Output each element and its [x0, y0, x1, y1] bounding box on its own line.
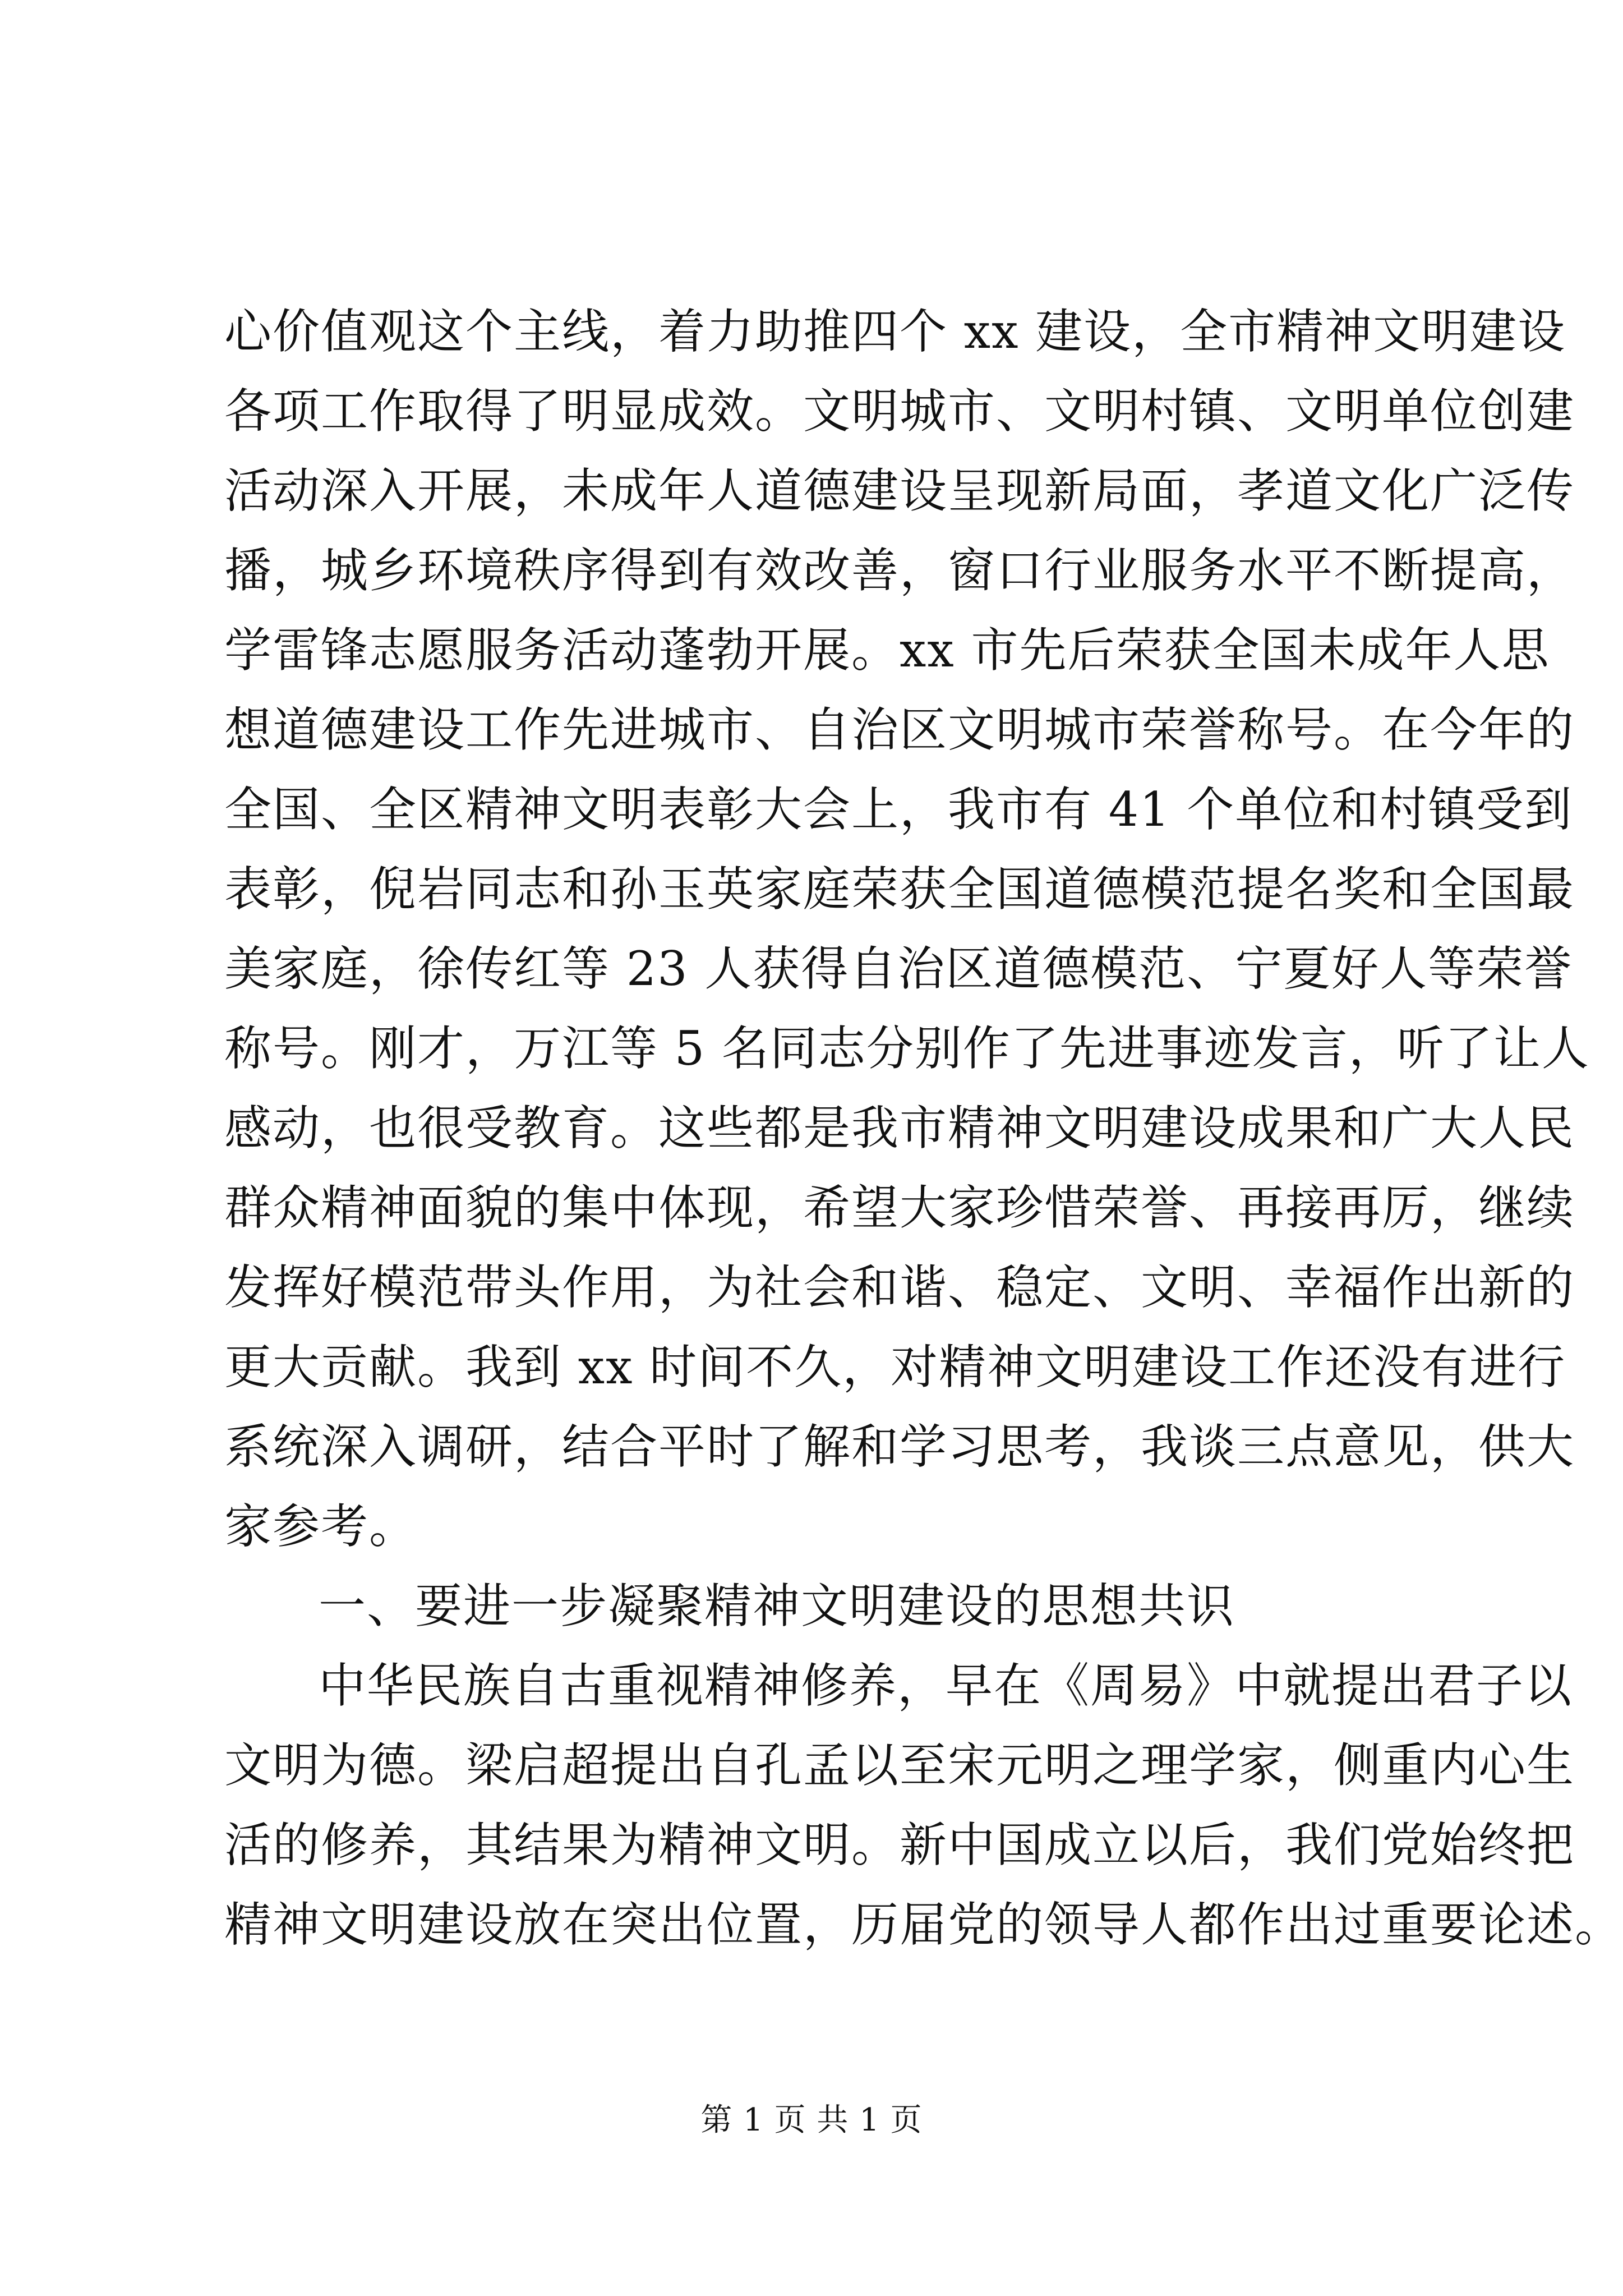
section-heading: 一、要进一步凝聚精神文明建设的思想共识: [319, 1579, 1235, 1634]
paragraph-line: 表彰，倪岩同志和孙玉英家庭荣获全国道德模范提名奖和全国最: [224, 862, 1575, 917]
paragraph-line: 想道德建设工作先进城市、自治区文明城市荣誉称号。在今年的: [224, 702, 1575, 757]
paragraph-line: 学雷锋志愿服务活动蓬勃开展。xx 市先后荣获全国未成年人思: [224, 623, 1550, 678]
paragraph-line: 文明为德。梁启超提出自孔孟以至宋元明之理学家，侧重内心生: [224, 1738, 1575, 1793]
paragraph-line: 心价值观这个主线，着力助推四个 xx 建设，全市精神文明建设: [224, 304, 1566, 359]
paragraph-line: 播，城乡环境秩序得到有效改善，窗口行业服务水平不断提高，: [224, 543, 1575, 598]
paragraph-line: 美家庭，徐传红等 23 人获得自治区道德模范、宁夏好人等荣誉: [224, 941, 1573, 996]
paragraph-line: 称号。刚才，万江等 5 名同志分别作了先进事迹发言，听了让人: [224, 1021, 1590, 1076]
paragraph-line: 发挥好模范带头作用，为社会和谐、稳定、文明、幸福作出新的: [224, 1260, 1575, 1315]
document-body: [224, 292, 1623, 1964]
paragraph-line: 精神文明建设放在突出位置，历届党的领导人都作出过重要论述。: [224, 1897, 1623, 1952]
paragraph-line: 系统深入调研，结合平时了解和学习思考，我谈三点意见，供大: [224, 1419, 1575, 1474]
paragraph-line: 中华民族自古重视精神修养，早在《周易》中就提出君子以: [319, 1658, 1573, 1713]
paragraph-line: 活的修养，其结果为精神文明。新中国成立以后，我们党始终把: [224, 1818, 1575, 1872]
page-number-footer: 第 1 页 共 1 页: [700, 2102, 923, 2138]
paragraph-line: 家参考。: [224, 1499, 418, 1554]
paragraph-line: 群众精神面貌的集中体现，希望大家珍惜荣誉、再接再厉，继续: [224, 1180, 1575, 1235]
paragraph-line: 全国、全区精神文明表彰大会上，我市有 41 个单位和村镇受到: [224, 782, 1573, 837]
paragraph-line: 感动，也很受教育。这些都是我市精神文明建设成果和广大人民: [224, 1101, 1575, 1156]
paragraph-line: 活动深入开展，未成年人道德建设呈现新局面，孝道文化广泛传: [224, 463, 1575, 518]
paragraph-line: 各项工作取得了明显成效。文明城市、文明村镇、文明单位创建: [224, 384, 1575, 439]
paragraph-line: 更大贡献。我到 xx 时间不久，对精神文明建设工作还没有进行: [224, 1340, 1566, 1395]
